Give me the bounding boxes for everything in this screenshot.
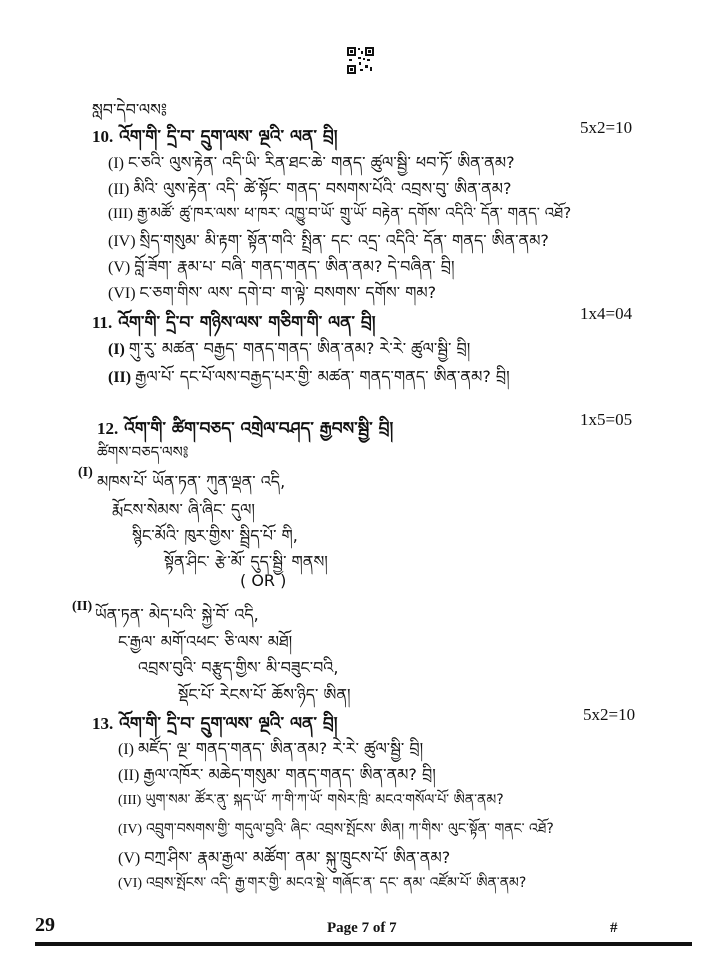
q11-number: 11.	[92, 313, 113, 332]
q13-marks: 5x2=10	[583, 705, 636, 724]
poem-line: ཡོན་ཏན་ མེད་པའི་ སྐྱེ་བོ་ འདི,	[95, 605, 259, 624]
or-separator: ( OR )	[240, 571, 287, 590]
q12-heading-text: འོག་གི་ ཚིག་བཅད་ འགྲེལ་བཤད་ རྒྱབས་སྦྱི་ བྲི།	[124, 419, 394, 439]
q13-item: (IV) འབྲུག་བསགས་གྱི་ གདུལ་བྱའི་ ཞིང་ འབྲས་སྤོངས་ ཨིན། ཀ་གིས་ ལུང་སྟོན་ གནང་ འཐོ?	[118, 821, 554, 837]
q13-item: (III) ཡུག་སམ་ ཚོར་ནུ་ སྐད་ཡོ་ ཀ་གི་ཀ་ཡོ་ གསེར་ཁྲི་ མངའ་གསོལ་པོ་ ཨིན་ནམ?	[118, 792, 504, 808]
q10-item: (I) ང་ཅའི་ ལུས་རྟེན་ འདི་ཡི་ རིན་ཐང་ཆེ་ གནད་ ཚུལ་སྦྱི་ ཕབ་ཏོ་ ཨིན་ནམ?	[108, 153, 515, 172]
page-number: Page 7 of 7	[327, 920, 397, 936]
q11-marks: 1x4=04	[580, 304, 633, 323]
q10-heading-text: འོག་གི་ དྲི་བ་ དྲུག་ལས་ ལྔའི་ ལན་ བྲི།	[119, 127, 338, 147]
q13-item: (II) རྒྱལ་འཁོར་ མཆེད་གསུམ་ གནད་གནད་ ཨིན་ནམ? བྲི།	[118, 765, 436, 784]
poem2-number: (II)	[72, 599, 93, 614]
q13-number: 13.	[92, 714, 114, 733]
q10-item: (V) བློ་ཟོག་ རྣམ་པ་ བཞི་ གནད་གནད་ ཨིན་ནམ? དེ་བཞིན་ བྲི།	[108, 257, 455, 276]
q13-item: (V) བཀྲ་ཤིས་ རྣམ་རྒྱལ་ མཚོག་ ནམ་ སྐུ་ཁྲུངས་པོ་ ཨིན་ནམ?	[118, 848, 451, 867]
footer-rule	[35, 942, 692, 946]
poem-line: སྡོང་པོ་ རེངས་པོ་ ཆོས་ཉིད་ ཨིན།	[178, 685, 351, 704]
q13-item: (VI) འབྲས་སྤོངས་ འདི་ རྒྱ་གར་གྱི་ མངའ་སྡེ་ གཞོང་ན་ དང་ ནམ་ འཛོམ་པོ་ ཨིན་ནམ?	[118, 875, 527, 891]
q10-item: (VI) ང་ཅག་གིས་ ལས་ དགེ་བ་ ག་ལྟེ་ བསགས་ དགོས་ གམ?	[108, 283, 437, 302]
q12-marks: 1x5=05	[580, 410, 633, 429]
qr-code	[347, 47, 374, 74]
q11-item: (I) གུ་རུ་ མཚན་ བརྒྱད་ གནད་གནད་ ཨིན་ནམ? རེ་རེ་ ཚུལ་སྦྱི་ བྲི།	[108, 339, 471, 358]
poem-line: སྟོན་ཤིང་ རྩེ་མོ་ དུད་སྦྱི་ གནས།	[164, 552, 328, 571]
poem-line: རྨོངས་སེམས་ ཞི་ཞིང་ དུལ།	[112, 500, 255, 519]
q10-marks: 5x2=10	[580, 118, 633, 137]
section-heading: སླབ་དེབ་ལས༔	[92, 100, 167, 119]
poem-line: མཁས་པོ་ ཡོན་ཏན་ ཀུན་ལྡན་ འདི,	[97, 472, 286, 491]
poem1-number: (I)	[78, 465, 93, 480]
q13-item: (I) མཛོད་ ལྔ་ གནད་གནད་ ཨིན་ནམ? རེ་རེ་ ཚུལ་སྦྱི་ བྲི།	[118, 739, 424, 758]
q12-subheading: ཚིགས་བཅད་ལས༔	[97, 443, 189, 461]
q11-item: (II) རྒྱལ་པོ་ དང་པོ་ལས་བརྒྱད་པར་གྱི་ མཚན་ གནད་གནད་ ཨིན་ནམ? བྲི།	[108, 367, 510, 386]
poem-line: འབྲས་བུའི་ བརྩུད་གྱིས་ མི་བཟུང་བའི,	[138, 658, 339, 677]
q12-number: 12.	[97, 419, 119, 438]
q13-heading-text: འོག་གི་ དྲི་བ་ དྲུག་ལས་ ལྔའི་ ལན་ བྲི།	[119, 714, 338, 734]
footer-hash: #	[610, 920, 618, 936]
q10-number: 10.	[92, 127, 114, 146]
q10-item: (IV) སྲིད་གསུམ་ མི་རྟག་ སྟོན་གའི་ སྤྲིན་ དང་ འདྲ་ འདིའི་ དོན་ གནད་ ཨིན་ནམ?	[108, 231, 549, 250]
poem-line: ང་རྒྱལ་ མགོ་འཕང་ ཅི་ལས་ མཐོ།	[118, 632, 293, 651]
q10-item: (II) མིའི་ ལུས་རྟེན་ འདི་ ཚེ་སྟོང་ གནད་ བསགས་པོའི་ འབྲས་བུ་ ཨིན་ནམ?	[108, 179, 512, 198]
q10-item: (III) རྒྱ་མཚོ་ ཚུ་ཁར་ལས་ ཕ་ཁར་ འཁྱུ་བ་ཡོ་ གྲུ་ཡོ་ བརྟེན་ དགོས་ འདིའི་ དོན་ གནད་ འཐོ?	[108, 204, 572, 222]
paper-code: 29	[35, 914, 55, 936]
poem-line: སྙིང་མོའི་ ཁུར་གྱིས་ སྦྲིད་པོ་ གི,	[132, 526, 298, 545]
q11-heading-text: འོག་གི་ དྲི་བ་ གཉིས་ལས་ གཅིག་གི་ ལན་ བྲི།	[118, 313, 376, 333]
